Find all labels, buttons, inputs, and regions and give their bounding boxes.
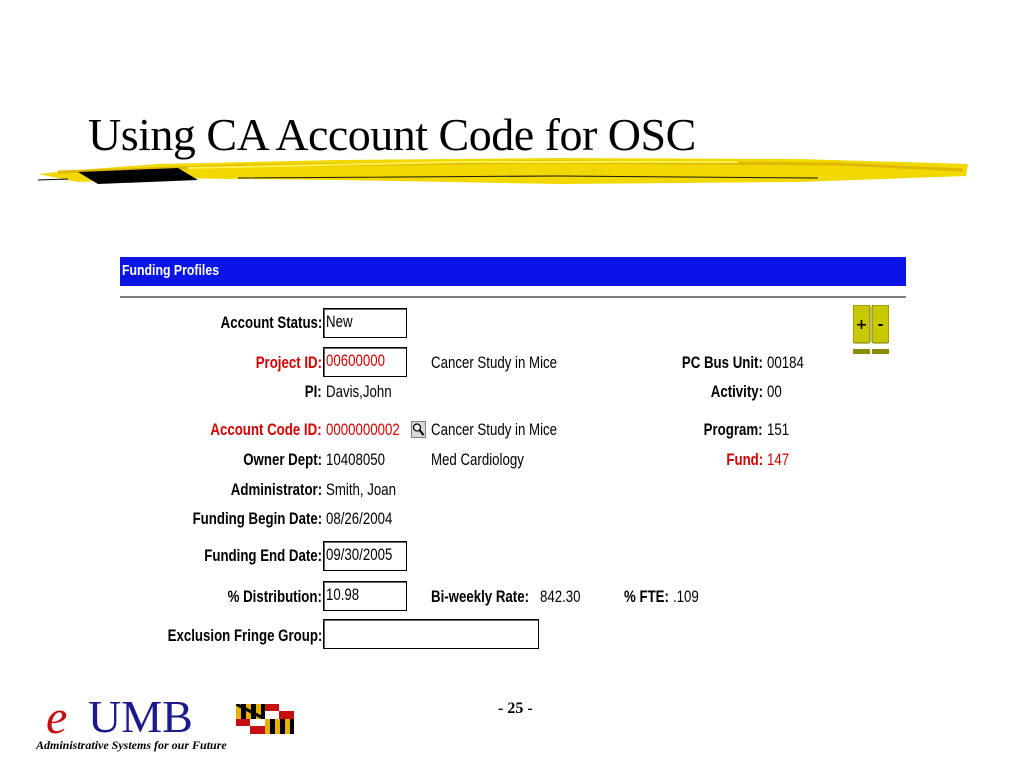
activity-value: 00 — [767, 382, 782, 401]
panel-divider — [120, 296, 906, 298]
funding-profiles-panel — [120, 257, 906, 657]
biweekly-rate-value: 842.30 — [540, 587, 581, 606]
logo-umb: UMB — [88, 691, 193, 742]
delete-row-button-shadow — [872, 349, 889, 354]
fund-value: 147 — [767, 450, 790, 469]
insert-row-button[interactable] — [853, 305, 870, 343]
fte-value: .109 — [673, 587, 699, 606]
page-number: - 25 - — [498, 700, 533, 717]
insert-row-button-shadow — [853, 349, 870, 354]
svg-text:+: + — [855, 317, 868, 333]
panel-header-title: Funding Profiles — [122, 262, 220, 279]
funding-begin-date-value: 08/26/2004 — [326, 509, 393, 528]
eumb-logo — [36, 690, 316, 760]
fund-label: Fund: — [726, 450, 763, 469]
search-icon[interactable] — [411, 421, 426, 438]
exclusion-fringe-group-label: Exclusion Fringe Group: — [167, 626, 322, 645]
pi-value: Davis,John — [326, 382, 392, 401]
owner-dept-label: Owner Dept: — [243, 450, 322, 469]
project-id-value: 00600000 — [326, 351, 385, 370]
administrator-value: Smith, Joan — [326, 480, 397, 499]
slide-title: Using CA Account Code for OSC — [88, 109, 696, 160]
activity-label: Activity: — [710, 382, 763, 401]
pc-bus-unit-label: PC Bus Unit: — [681, 353, 763, 372]
fte-label: % FTE: — [624, 587, 669, 606]
administrator-label: Administrator: — [230, 480, 322, 499]
exclusion-fringe-group-field[interactable] — [323, 619, 539, 649]
account-code-id-label: Account Code ID: — [210, 420, 322, 439]
funding-begin-date-label: Funding Begin Date: — [192, 509, 322, 528]
account-code-description: Cancer Study in Mice — [431, 420, 558, 439]
project-id-label: Project ID: — [255, 353, 322, 372]
panel-header — [120, 257, 906, 286]
distribution-label: % Distribution: — [227, 587, 322, 606]
delete-row-button[interactable] — [872, 305, 889, 343]
account-status-label: Account Status: — [220, 313, 322, 332]
pc-bus-unit-value: 00184 — [767, 353, 804, 372]
owner-dept-value: 10408050 — [326, 450, 385, 469]
account-code-id-value: 0000000002 — [326, 420, 400, 439]
title-underline-brushstroke — [38, 150, 968, 195]
project-id-field[interactable] — [323, 347, 407, 377]
funding-end-date-input-value: 09/30/2005 — [326, 545, 393, 564]
logo-e: e — [46, 691, 68, 744]
pi-label: PI: — [305, 382, 322, 401]
logo-tagline: Administrative Systems for our Future — [36, 738, 227, 752]
svg-text:-: - — [877, 317, 884, 333]
funding-end-date-field[interactable] — [323, 541, 407, 571]
maryland-flag-icon — [236, 704, 294, 734]
account-status-value: New — [326, 312, 353, 331]
row-navigation-buttons — [853, 305, 889, 355]
account-status-field[interactable] — [323, 308, 407, 338]
owner-dept-description: Med Cardiology — [431, 450, 524, 469]
project-description: Cancer Study in Mice — [431, 353, 558, 372]
distribution-field[interactable] — [323, 581, 407, 611]
distribution-input-value: 10.98 — [326, 585, 360, 604]
program-value: 151 — [767, 420, 790, 439]
biweekly-rate-label: Bi-weekly Rate: — [431, 587, 530, 606]
funding-end-date-label: Funding End Date: — [204, 546, 322, 565]
program-label: Program: — [704, 420, 763, 439]
